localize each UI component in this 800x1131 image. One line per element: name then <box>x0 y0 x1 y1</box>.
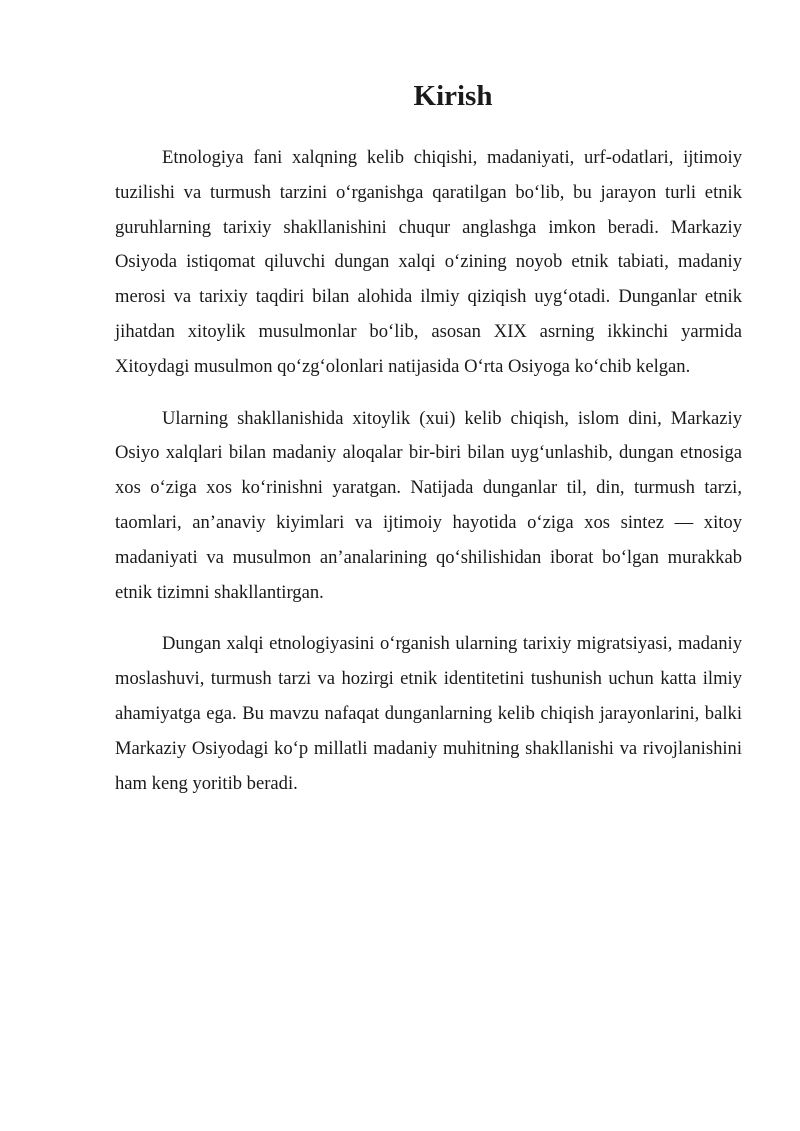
paragraph-1: Etnologiya fani xalqning kelib chiqishi, madaniyati, urf-odatlari, ijtimoiy tuzilishi va turmush tarzini o‘rganishga qaratilgan bo‘lib, bu jarayon turli etnik guruhlarning tarixiy shakllanishini chuqur anglashga imkon beradi. Markaziy Osiyoda istiqomat qiluvchi dungan xalqi o‘zining noyob etnik tabiati, madaniy merosi va tarixiy taqdiri bilan alohida ilmiy qiziqish uyg‘otadi. Dunganlar etnik jihatdan xitoylik musulmonlar bo‘lib, asosan XIX asrning ikkinchi yarmida Xitoydagi musulmon qo‘zg‘olonlari natijasida O‘rta Osiyoga ko‘chib kelgan. <box>115 147 742 377</box>
page-title: Kirish <box>413 80 493 112</box>
document-page <box>115 74 742 801</box>
paragraph-2: Ularning shakllanishida xitoylik (xui) kelib chiqish, islom dini, Markaziy Osiyo xalqlari bilan madaniy aloqalar bir-biri bilan uyg‘unlashib, dungan etnosiga xos o‘ziga xos ko‘rinishni yaratgan. Natijada dunganlar til, din, turmush tarzi, taomlari, an’anaviy kiyimlari va ijtimoiy hayotida o‘ziga xos sintez — xitoy madaniyati va musulmon an’analarining qo‘shilishidan iborat bo‘lgan murakkab etnik tizimni shakllantirgan. <box>115 407 742 603</box>
paragraph-3: Dungan xalqi etnologiyasini o‘rganish ularning tarixiy migratsiyasi, madaniy moslashuvi, turmush tarzi va hozirgi etnik identitetini tushunish uchun katta ilmiy ahamiyatga ega. Bu mavzu nafaqat dunganlarning kelib chiqish jarayonlarini, balki Markaziy Osiyodagi ko‘p millatli madaniy muhitning shakllanishi va rivojlanishini ham keng yoritib beradi. <box>115 633 742 794</box>
